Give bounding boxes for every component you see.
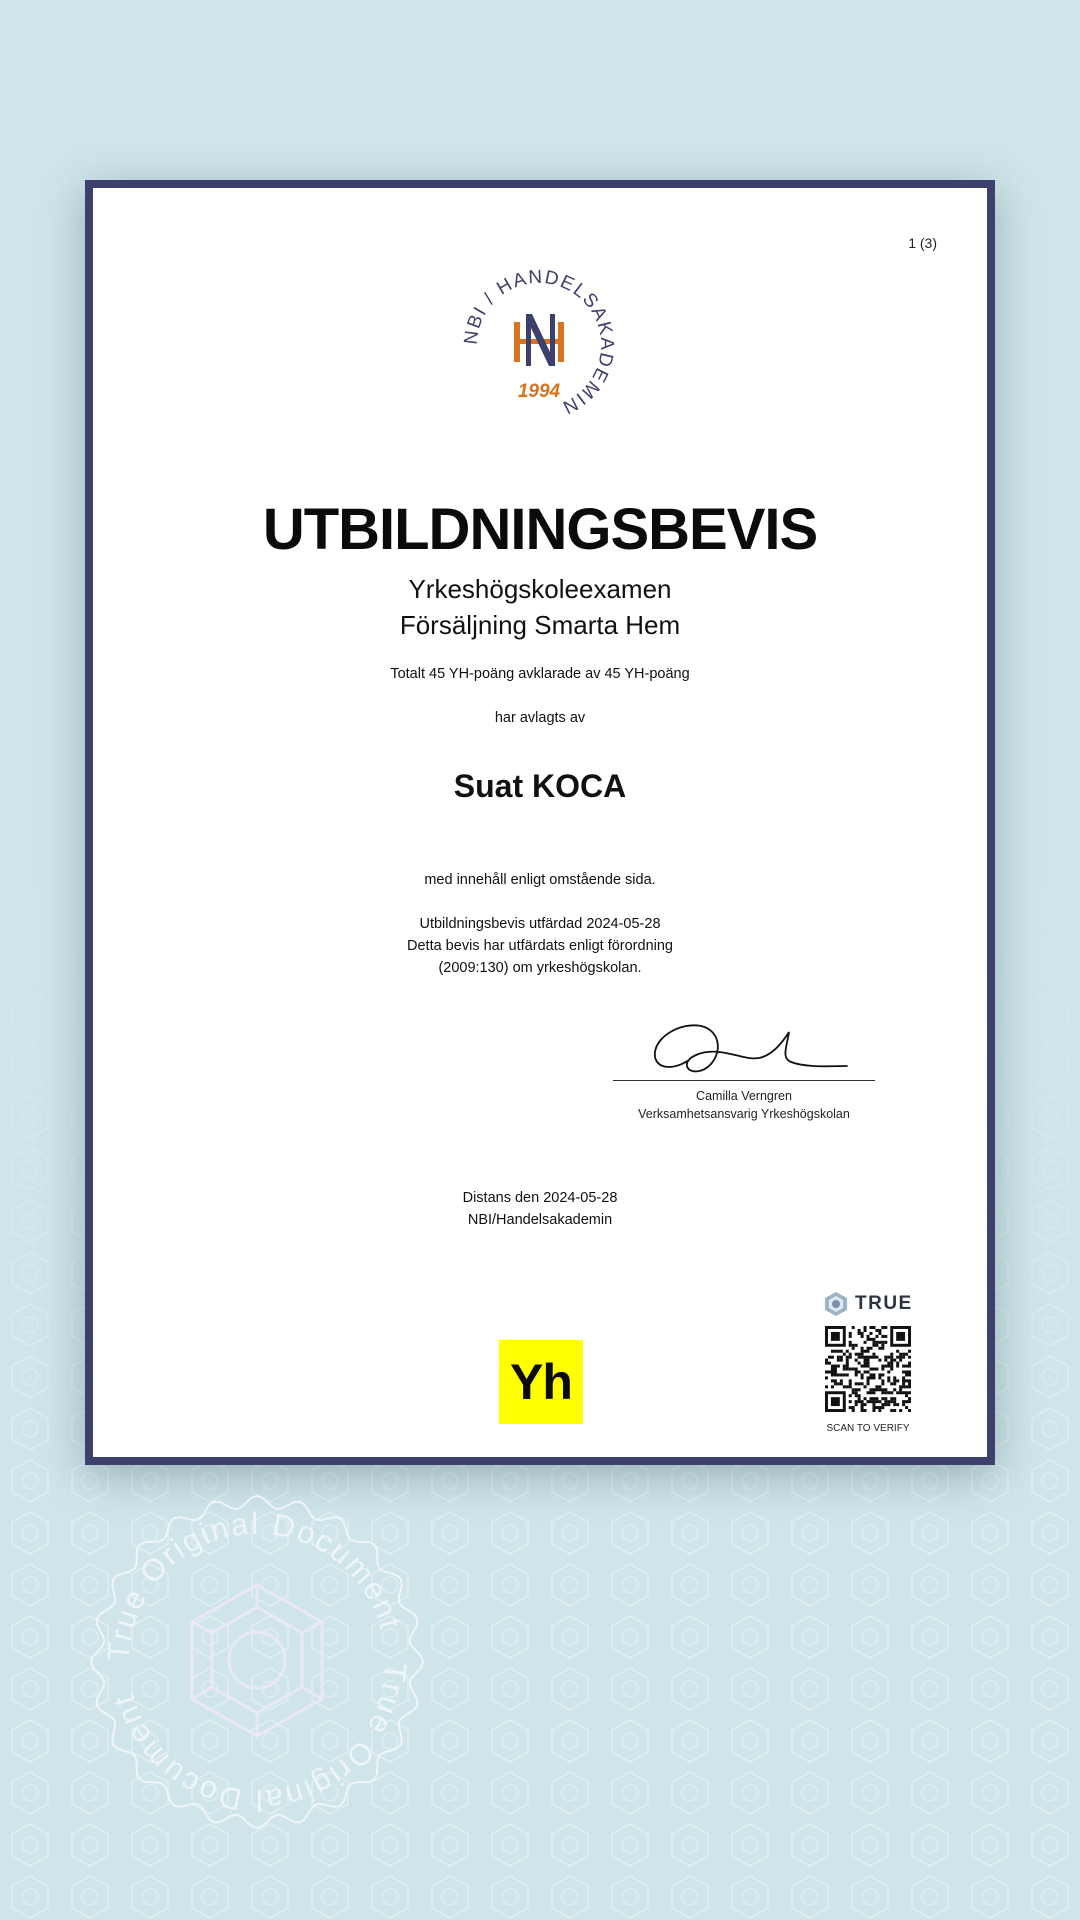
svg-text:True Original Document: True Original Document (105, 1661, 414, 1819)
regulation-line-1: Detta bevis har utfärdats enligt förordning (407, 938, 673, 954)
svg-text:1994: 1994 (517, 381, 561, 402)
page-number: 1 (3) (908, 235, 937, 251)
qr-code[interactable] (825, 1326, 911, 1412)
certificate-document (85, 180, 995, 1465)
recipient-name: Suat KOCA (453, 768, 627, 804)
issue-date-line: Utbildningsbevis utfärdad 2024-05-28 (419, 916, 661, 932)
nbi-handelsakademin-logo (460, 266, 618, 424)
institution-name: NBI/Handelsakademin (467, 1212, 613, 1228)
handwritten-signature (641, 1010, 851, 1085)
credits-text: Totalt 45 YH-poäng avklarade av 45 YH-poäng (390, 666, 690, 682)
place-and-date: Distans den 2024-05-28 (462, 1190, 618, 1206)
content-note: med innehåll enligt omstående sida. (424, 872, 656, 888)
svg-text:True Original Document: True Original Document (100, 1505, 409, 1663)
scan-to-verify-label: SCAN TO VERIFY (826, 1423, 910, 1434)
hn-monogram (514, 314, 564, 366)
signature-block (613, 1080, 875, 1121)
taken-by-text: har avlagts av (494, 710, 586, 726)
svg-text:NBI / HANDELSAKADEMIN: NBI / HANDELSAKADEMIN (460, 266, 618, 419)
program-name: Försäljning Smarta Hem (399, 610, 681, 640)
regulation-line-2: (2009:130) om yrkeshögskolan. (438, 960, 642, 976)
stamp-hex-icon (192, 1585, 322, 1736)
certificate-title: UTBILDNINGSBEVIS (262, 497, 818, 562)
true-original-document-stamp (88, 1493, 426, 1831)
yh-logo: Yh (499, 1340, 583, 1424)
degree-type: Yrkeshögskoleexamen (408, 574, 672, 604)
signatory-name: Camilla Verngren (696, 1089, 792, 1103)
true-label: TRUE (855, 1293, 913, 1314)
true-verification-badge[interactable] (823, 1291, 919, 1434)
true-hex-icon (823, 1291, 849, 1317)
signatory-role: Verksamhetsansvarig Yrkeshögskolan (638, 1107, 850, 1121)
